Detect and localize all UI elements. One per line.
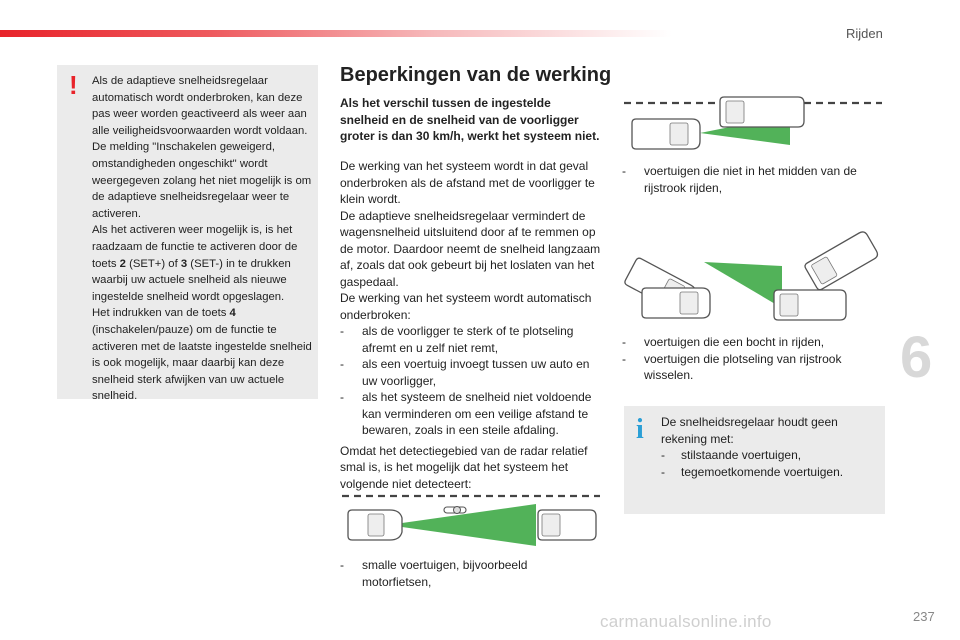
paragraph: De werking van het systeem wordt automatisch onderbroken: (340, 291, 592, 322)
paragraph: Omdat het detectiegebied van de radar relatief smal is, is het mogelijk dat het systeem het volgende niet detecteert: (340, 443, 588, 491)
list-item: - als een voertuig invoegt tussen uw auto en uw voorligger, (340, 356, 605, 389)
list-item: - tegemoetkomende voertuigen. (661, 464, 876, 481)
warning-paragraph: Als het activeren weer mogelijk is, is het raadzaam de functie te activeren door de toets 2 (SET+) of 3 (SET-) in te drukken waarbij uw actuele snelheid als nieuwe ingestelde snelheid wordt opgeslagen. (92, 224, 298, 303)
key-label: 2 (119, 257, 126, 270)
watermark: carmanualsonline.info (600, 612, 772, 631)
car-own (642, 288, 710, 318)
info-icon: i (636, 414, 644, 445)
car-own (348, 510, 402, 540)
info-intro: De snelheidsregelaar houdt geen rekening met: (661, 415, 838, 446)
illustration-curve (622, 222, 884, 328)
list-item: - voertuigen die niet in het midden van de rijstrook rijden, (622, 163, 882, 196)
caption-curve-vehicles (622, 334, 882, 384)
list-item: - als het systeem de snelheid niet voldoende kan verminderen om een veilige afstand te bewaren, zoals in een steile afdaling. (340, 389, 605, 439)
list-item: - voertuigen die een bocht in rijden, (622, 334, 882, 351)
motorcycle-icon (444, 507, 466, 514)
warning-paragraph: Het indrukken van de toets 4 (inschakelen/pauze) om de functie te activeren met de laatste ingestelde snelheid is ook mogelijk, maar daarbij kan deze snelheid sterk afwijken van uw actuele snelheid. (92, 307, 312, 403)
warning-icon: ! (69, 70, 78, 100)
info-text (661, 414, 876, 480)
page-number: 237 (913, 609, 935, 624)
key-label: 3 (180, 257, 188, 270)
car-ahead (774, 290, 846, 320)
caption-narrow-vehicles (340, 557, 580, 590)
body-text (340, 158, 605, 492)
car-ahead (538, 510, 596, 540)
car-ahead (804, 230, 880, 291)
illustration-motorcycle (340, 488, 602, 548)
key-label: 4 (229, 307, 236, 320)
lead-paragraph: Als het verschil tussen de ingestelde snelheid en de snelheid van de voorligger groter is dan 30 km/h, werkt het systeem niet. (340, 96, 600, 143)
interruption-list (340, 323, 605, 439)
paragraph: De adaptieve snelheidsregelaar vermindert de wagensnelheid uitsluitend door af te remmen op de motor. Daardoor neemt de snelheid langzaam af, zoals dat ook gebeurt bij het loslaten van het gaspedaal. (340, 208, 601, 289)
car-own (632, 119, 700, 149)
list-item: - smalle voertuigen, bijvoorbeeld motorfietsen, (340, 557, 580, 590)
paragraph: De werking van het systeem wordt in dat geval onderbroken als de afstand met de voorligger te klein wordt. (340, 159, 595, 206)
warning-text (92, 73, 314, 405)
caption-offset-vehicles (622, 163, 882, 196)
header-accent-bar (0, 30, 960, 37)
list-item: - stilstaande voertuigen, (661, 447, 876, 464)
illustration-offset-vehicle (622, 95, 884, 151)
car-ahead (720, 97, 804, 127)
chapter-number: 6 (900, 325, 933, 390)
section-title: Rijden (846, 26, 883, 41)
list-item: - voertuigen die plotseling van rijstrook wisselen. (622, 351, 882, 384)
warning-paragraph: Als de adaptieve snelheidsregelaar automatisch wordt onderbroken, kan deze pas weer worden geactiveerd als weer aan alle veiligheidsvoorwaarden wordt voldaan. De melding "Inschakelen geweigerd, omstandigheden ongeschikt" wordt weergegeven zolang het niet mogelijk is om de adaptieve snelheidsregelaar weer te activeren. (92, 75, 312, 220)
page-title: Beperkingen van de werking (340, 64, 612, 86)
list-item: - als de voorligger te sterk of te plotseling afremt en u zelf niet remt, (340, 323, 605, 356)
